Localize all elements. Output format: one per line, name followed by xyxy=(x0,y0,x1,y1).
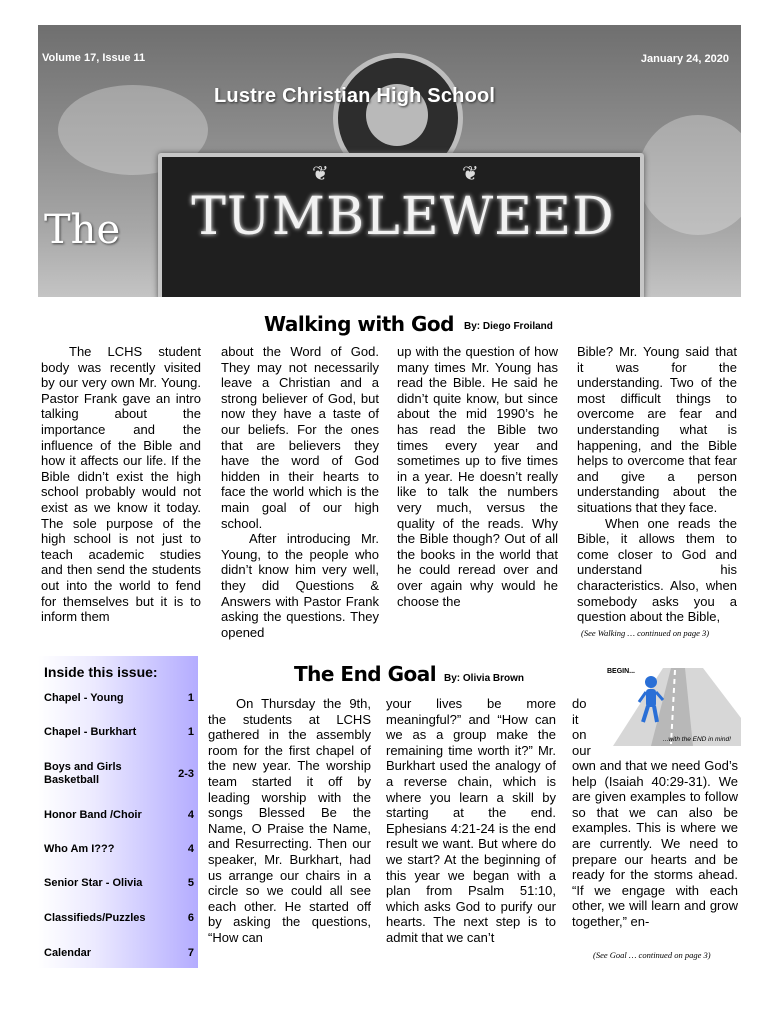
issue-date: January 24, 2020 xyxy=(640,53,729,65)
article-column xyxy=(208,696,371,966)
toc-page: 5 xyxy=(187,877,194,889)
paragraph: On Thursday the 9th, the students at LCHS gathered in the assembly room for the first chapel of the new year. The worship team started it off by leading worship with the songs Blessed Be the Name, O Praise the Name, and Resurrecting. Then our speaker, Mr. Burkhart, had us arrange our chairs in a circle so we could all see each other. He started off by asking the questions, “How can xyxy=(208,696,371,945)
toc-page: 4 xyxy=(187,843,194,855)
continued-note: (See Goal … continued on page 3) xyxy=(593,950,711,960)
sky-glow xyxy=(638,115,741,235)
toc-label: Who Am I??? xyxy=(44,843,115,855)
article-byline: By: Olivia Brown xyxy=(444,673,525,684)
graphic-begin-label: BEGIN... xyxy=(607,668,636,675)
tumbleweed-sign xyxy=(158,153,644,297)
article-byline: By: Diego Froiland xyxy=(464,321,553,332)
toc-item xyxy=(44,726,194,740)
toc-label: Senior Star - Olivia xyxy=(44,877,143,889)
toc-item xyxy=(44,761,194,789)
paragraph: When one reads the Bible, it allows them to come closer to God and understand his characteristics. Also, when somebody asks you a question about the Bible, xyxy=(577,515,737,625)
toc-page: 1 xyxy=(187,726,194,738)
toc-page: 1 xyxy=(187,692,194,704)
article-column xyxy=(221,344,379,644)
school-name: Lustre Christian High School xyxy=(214,85,496,107)
toc-label: Honor Band /Choir xyxy=(44,809,142,821)
title-the: The xyxy=(44,207,121,253)
toc-label: Classifieds/Puzzles xyxy=(44,912,146,924)
toc-label: Calendar xyxy=(44,947,92,959)
paragraph: The LCHS student body was recently visited by our very own Mr. Young. Pastor Frank gave an intro talking about the importance and the influence of the Bible and how it affects our life. If the Bible didn’t exist the high school probably would not exist as we know it today. The sole purpose of the high school is not just to teach academic studies and then send the students out into the world to fend for themselves but it is to inform them xyxy=(41,344,201,625)
inside-this-issue-box xyxy=(38,656,198,968)
article-column xyxy=(572,758,738,948)
toc-label: Boys and Girls Basketball xyxy=(44,761,122,786)
paragraph: After introducing Mr. Young, to the people who didn’t know him very well, they did Questions & Answers with Pastor Frank asking the questions. They opened xyxy=(221,531,379,640)
toc-item xyxy=(44,912,194,926)
toc-page: 7 xyxy=(187,947,194,959)
volume-issue: Volume 17, Issue 11 xyxy=(42,52,146,64)
article-column xyxy=(41,344,201,644)
paragraph: your lives be more meaningful?” and “How can we as a group make the remaining time worth it?” Mr. Burkhart used the analogy of a reverse chain, which is where you learn a skill by starting at the end. Ephesians 4:21-24 is the end result we want. But where do we start? At the beginning of this year we began with a plan from Psalm 51:10, which asks God to purify our hearts. The next step is to admit that we can’t xyxy=(386,696,556,945)
toc-page: 2-3 xyxy=(178,768,194,780)
ornament-icon: ❦ xyxy=(462,163,479,185)
newsletter-title: TUMBLEWEED xyxy=(191,187,615,247)
begin-end-graphic xyxy=(593,658,741,746)
toc-item xyxy=(44,843,194,857)
paragraph: up with the question of how many times Mr. Young has read the Bible. He said he didn’t quite know, but since about the mid 1990’s he has read the Bible two times every year and sometimes up to five times in a year. He doesn’t really like to talk the numbers very much, versus the quality of the reads. Why the Bible though? Out of all the books in the world that he could reread over and over again why would he choose the xyxy=(397,344,558,609)
sidebar-heading: Inside this issue: xyxy=(44,664,158,680)
toc-page: 6 xyxy=(187,912,194,924)
toc-item xyxy=(44,809,194,823)
toc-label: Chapel - Burkhart xyxy=(44,726,137,738)
paragraph: do it on our xyxy=(572,696,591,756)
toc-page: 4 xyxy=(187,809,194,821)
paragraph: own and that we need God’s help (Isaiah 40:29-31). We are given examples to follow so that we can also be examples. This is where we are currently. We need to prepare our hearts and be ready for the storms ahead. “If we engage with each other, we will learn and grow together,” en- xyxy=(572,758,738,929)
ornament-icon: ❦ xyxy=(312,163,329,185)
article-column xyxy=(577,344,737,626)
toc-item xyxy=(44,877,194,891)
continued-note: (See Walking … continued on page 3) xyxy=(581,628,710,638)
toc-item xyxy=(44,692,194,706)
article-column-wrap xyxy=(572,696,594,756)
graphic-end-label: ...with the END in mind! xyxy=(663,736,731,743)
paragraph: Bible? Mr. Young said that it was for the understanding. Two of the most difficult things to overcome are fear and understanding what is happening, and the Bible helps to overcome that fear and give a person understanding about the situations that they face. xyxy=(577,344,737,515)
toc-label: Chapel - Young xyxy=(44,692,124,704)
article-column xyxy=(386,696,556,966)
article-title: The End Goal xyxy=(294,662,437,686)
toc-item xyxy=(44,947,194,961)
article-title: Walking with God xyxy=(264,312,454,336)
masthead-banner xyxy=(38,25,741,297)
article-column xyxy=(397,344,558,644)
paragraph: about the Word of God. They may not necessarily leave a Christian and a strong believer of God, but now they have a taste of our beliefs. For the ones that are believers they have the word of God hidden in their hearts to face the world which is the main goal of our high school. xyxy=(221,344,379,531)
